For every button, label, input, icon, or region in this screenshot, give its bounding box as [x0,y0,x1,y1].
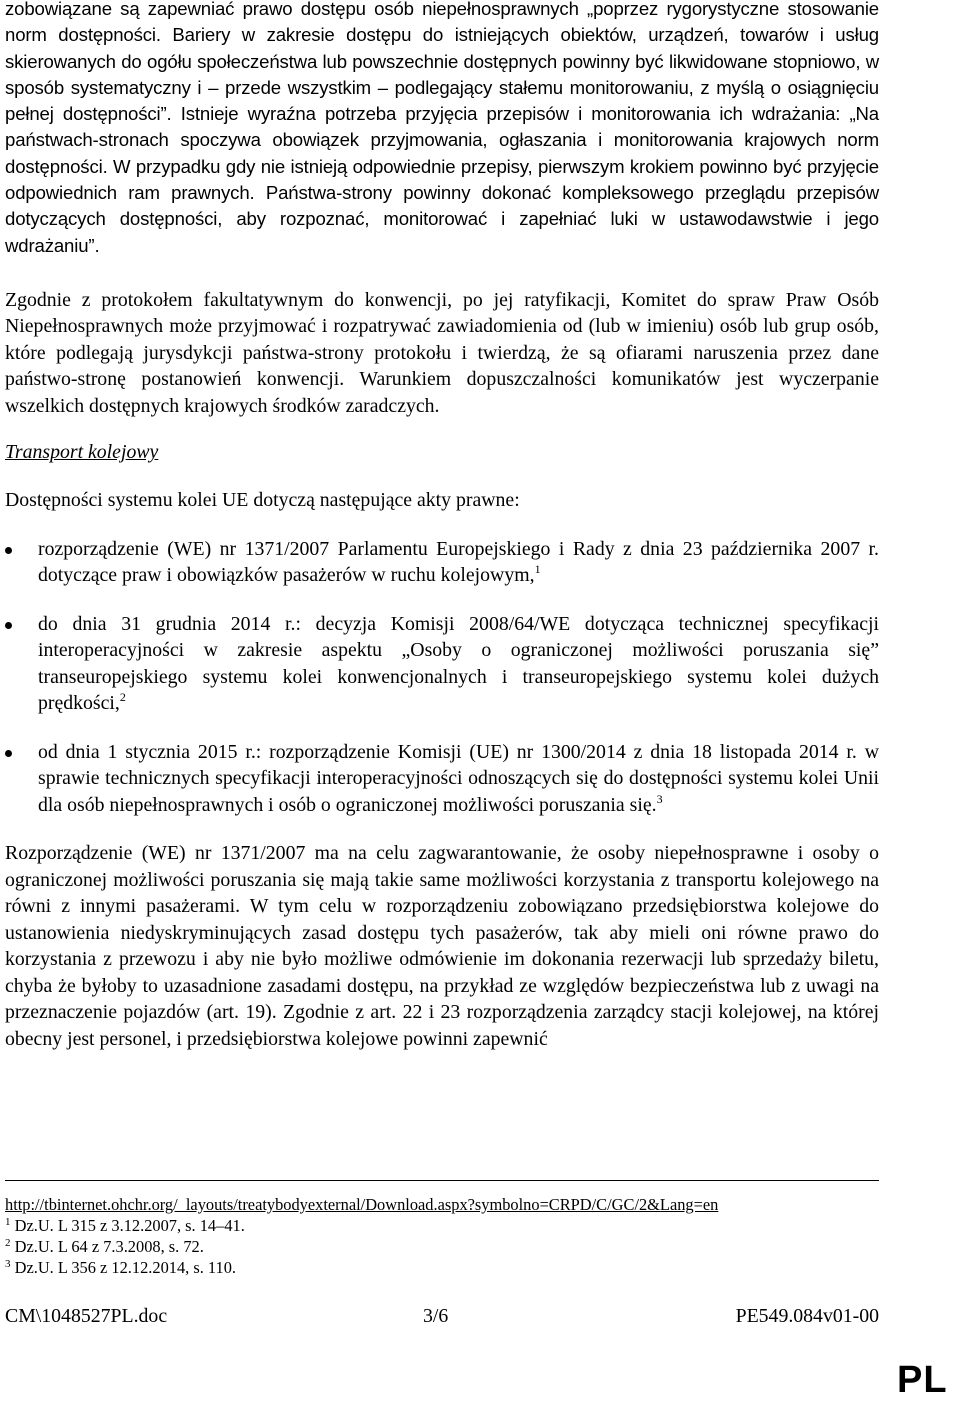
protocol-paragraph: Zgodnie z protokołem fakultatywnym do konwencji, po jej ratyfikacji, Komitet do spraw Praw Osób Niepełnosprawnych może przyjmować i rozpatrywać zawiadomienia od (lub w imieniu) osób lub grup osób, które podlegają jurysdykcji państwa-strony protokołu i twierdzą, że są ofiarami naruszenia przez dane państwo-stronę postanowień konwencji. Warunkiem dopuszczalności komunikatów jest wyczerpanie wszelkich dostępnych krajowych środków zaradczych. [5,288,879,417]
bullet-icon [5,750,12,757]
footnote-number: 3 [5,1258,11,1270]
footnote-number: 2 [5,1237,11,1249]
regulation-paragraph: Rozporządzenie (WE) nr 1371/2007 ma na celu zagwarantowanie, że osoby niepełnosprawne i osoby o ograniczonej możliwości poruszania się mają takie same możliwości korzystania z transportu kolejowego na równi z innymi pasażerami. W tym celu w rozporządzeniu zobowiązano przedsiębiorstwa kolejowe do ustanowienia niedyskryminujących zasad dostępu tych pasażerów, tak aby mieli oni równe prawo do korzystania z przewozu i aby nie było możliwe odmówienie im dokonania rezerwacji lub sprzedaży biletu, chyba że byłoby to uzasadnione zasadami dostępu, na przykład ze względów bezpieczeństwa lub z uwagi na przeznaczenie pojazdów (art. 19). Zgodnie z art. 22 i 23 rozporządzenia zarządcy stacji kolejowej, na której obecny jest personel, i przedsiębiorstwa kolejowe powinni zapewnić [5,842,879,1050]
footnote-text: Dz.U. L 64 z 7.3.2008, s. 72. [14,1237,204,1256]
acts-intro: Dostępności systemu kolei UE dotyczą następujące akty prawne: [5,489,520,512]
act-text: od dnia 1 stycznia 2015 r.: rozporządzenie Komisji (UE) nr 1300/2014 z dnia 18 listopada 2014 r. w sprawie technicznych specyfikacji interoperacyjności odnoszących się do dostępności systemu kolei Unii dla osób niepełnosprawnych i osób o ograniczonej możliwości poruszania się. [38,740,879,816]
list-item [5,611,879,717]
footnote-url-link[interactable]: http://tbinternet.ohchr.org/_layouts/treatybodyexternal/Download.aspx?symbolno=CRPD/C/GC/2&Lang=en [5,1195,719,1214]
footnote-ref[interactable]: 1 [534,562,541,577]
acts-list [5,536,879,819]
language-code: PL [897,1359,948,1401]
footnote-item [5,1236,879,1257]
footnote-item [5,1215,879,1236]
act-text: rozporządzenie (WE) nr 1371/2007 Parlamentu Europejskiego i Rady z dnia 23 października 2007 r. dotyczące praw i obowiązków pasażerów w ruchu kolejowym, [38,537,879,587]
list-item [5,536,879,589]
footnote-number: 1 [5,1216,11,1228]
footnote-text: Dz.U. L 315 z 3.12.2007, s. 14–41. [14,1216,245,1235]
footnote-divider [5,1180,879,1181]
footnotes [5,1194,879,1278]
list-item [5,739,879,819]
section-heading: Transport kolejowy [5,441,159,464]
footnote-ref[interactable]: 2 [119,690,126,705]
footer-reference: PE549.084v01-00 [735,1305,879,1327]
bullet-icon [5,622,12,629]
footer-page-number: 3/6 [423,1305,449,1327]
footnote-ref[interactable]: 3 [656,791,663,806]
act-text: do dnia 31 grudnia 2014 r.: decyzja Komisji 2008/64/WE dotycząca technicznej specyfikacji interoperacyjności w zakresie aspektu „Osoby o ograniczonej możliwości poruszania się” transeuropejskiego systemu kolei konwencjonalnych i transeuropejskiego systemu kolei dużych prędkości, [38,612,879,715]
intro-paragraph: zobowiązane są zapewniać prawo dostępu osób niepełnosprawnych „poprzez rygorystyczne stosowanie norm dostępności. Bariery w zakresie dostępu do istniejących obiektów, urządzeń, towarów i usług skierowanych do ogółu społeczeństwa lub powszechnie dostępnych powinny być likwidowane stopniowo, w sposób systematyczny i – przede wszystkim – podlegający stałemu monitorowaniu, z myślą o osiągnięciu pełnej dostępności”. Istnieje wyraźna potrzeba przyjęcia przepisów i monitorowania ich wdrażania: „Na państwach-stronach spoczywa obowiązek przyjmowania, ogłaszania i monitorowania krajowych norm dostępności. W przypadku gdy nie istnieją odpowiednie przepisy, pierwszym krokiem powinno być przyjęcie odpowiednich ram prawnych. Państwa-strony powinny dokonać kompleksowego przeglądu przepisów dotyczących dostępności, aby rozpoznać, monitorować i zapełniać luki w ustawodawstwie i jego wdrażaniu”. [5,0,879,256]
footer-doc-name: CM\1048527PL.doc [5,1305,168,1327]
bullet-icon [5,547,12,554]
footnote-item [5,1257,879,1278]
document-page [5,0,879,1052]
footnote-text: Dz.U. L 356 z 12.12.2014, s. 110. [14,1258,237,1277]
page-footer [5,1305,879,1331]
